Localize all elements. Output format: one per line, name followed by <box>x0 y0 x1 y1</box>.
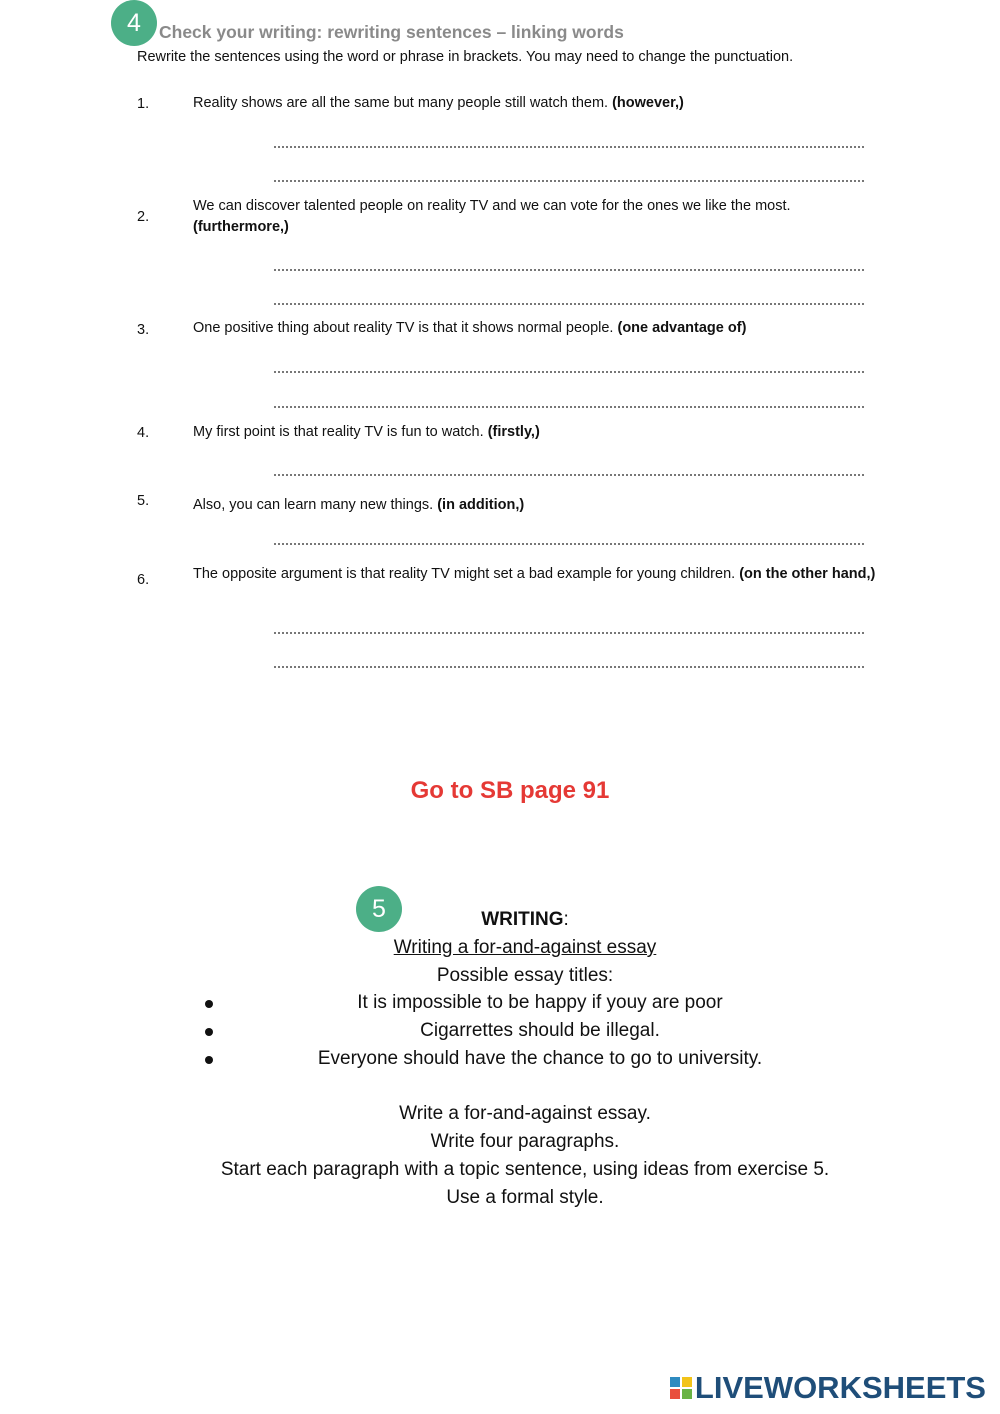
goto-sb-page: Go to SB page 91 <box>410 777 610 804</box>
question-5-hint: (in addition,) <box>437 497 525 513</box>
question-5-number: 5. <box>137 493 150 509</box>
essay-titles-intro: Possible essay titles: <box>436 965 614 986</box>
writing-heading: WRITING: <box>481 909 569 930</box>
question-6-number: 6. <box>137 572 150 588</box>
answer-line-1a[interactable] <box>273 146 866 148</box>
task-2: Write four paragraphs. <box>430 1131 620 1152</box>
answer-line-6a[interactable] <box>273 632 866 634</box>
task-3: Start each paragraph with a topic sentence, using ideas from exercise 5. <box>220 1159 830 1180</box>
answer-line-5a[interactable] <box>273 543 866 545</box>
answer-line-3a[interactable] <box>273 371 866 373</box>
writing-subheading: Writing a for-and-against essay <box>393 937 657 958</box>
answer-line-6b[interactable] <box>273 666 866 668</box>
question-4-number: 4. <box>137 425 150 441</box>
section-4-number: 4 <box>127 8 141 37</box>
liveworksheets-logo-icon <box>670 1377 692 1399</box>
question-6-text: The opposite argument is that reality TV might set a bad example for young children. (on the other hand,) <box>193 566 876 582</box>
question-3-hint: (one advantage of) <box>617 320 747 336</box>
question-3-text: One positive thing about reality TV is that it shows normal people. (one advantage of) <box>193 320 747 336</box>
question-2-text: We can discover talented people on reality TV and we can vote for the ones we like the most. (furthermore,) <box>193 198 791 235</box>
question-6-hint: (on the other hand,) <box>739 566 876 582</box>
essay-title-2: Cigarrettes should be illegal. <box>420 1020 660 1041</box>
task-4: Use a formal style. <box>446 1187 604 1208</box>
section-4-badge <box>111 0 157 46</box>
answer-line-2b[interactable] <box>273 303 866 305</box>
question-3-number: 3. <box>137 322 150 338</box>
essay-title-1: It is impossible to be happy if youy are poor <box>357 992 723 1013</box>
section-5-number: 5 <box>372 894 386 923</box>
question-5-text: Also, you can learn many new things. (in addition,) <box>193 497 525 513</box>
answer-line-1b[interactable] <box>273 180 866 182</box>
answer-line-4a[interactable] <box>273 474 866 476</box>
question-1-number: 1. <box>137 96 150 112</box>
question-1-text: Reality shows are all the same but many people still watch them. (however,) <box>193 95 684 111</box>
answer-line-2a[interactable] <box>273 269 866 271</box>
question-4-text: My first point is that reality TV is fun to watch. (firstly,) <box>193 424 540 440</box>
section-4-instruction: Rewrite the sentences using the word or phrase in brackets. You may need to change the punctuation. <box>137 49 794 65</box>
question-2-hint: (furthermore,) <box>193 219 289 235</box>
question-2-number: 2. <box>137 209 150 225</box>
section-4-title: Check your writing: rewriting sentences – linking words <box>159 22 624 42</box>
liveworksheets-logo-text: LIVEWORKSHEETS <box>694 1370 986 1405</box>
question-1-hint: (however,) <box>612 95 684 111</box>
task-1: Write a for-and-against essay. <box>399 1103 651 1124</box>
question-4-hint: (firstly,) <box>487 424 540 440</box>
liveworksheets-logo <box>670 1370 986 1406</box>
essay-title-3: Everyone should have the chance to go to university. <box>317 1048 763 1069</box>
answer-line-3b[interactable] <box>273 406 866 408</box>
